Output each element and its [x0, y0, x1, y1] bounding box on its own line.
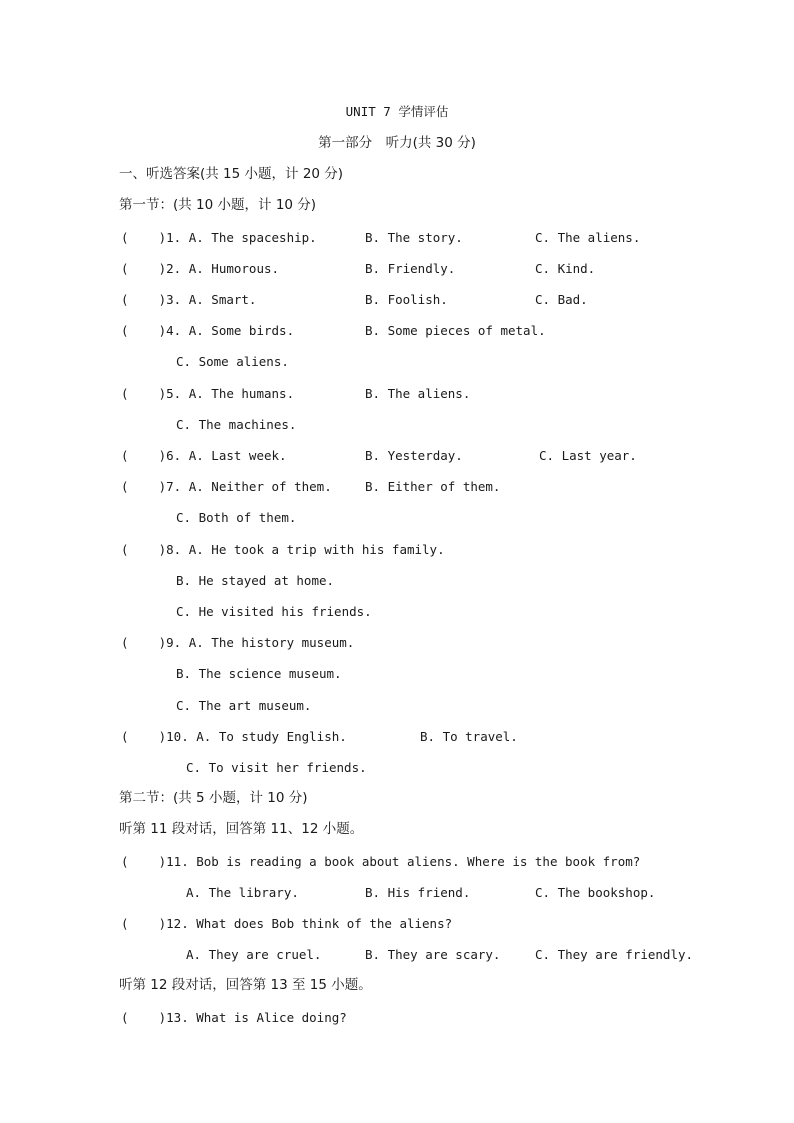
question-5: ( )5. A. The humans.: [121, 386, 295, 401]
question-12-option-a: A. They are cruel.: [186, 947, 322, 962]
question-6-option-c: C. Last year.: [539, 448, 637, 463]
question-13: ( )13. What is Alice doing?: [121, 1010, 347, 1025]
dialog-11-intro: 听第 11 段对话，回答第 11、12 小题。: [119, 821, 364, 837]
question-1-option-b: B. The story.: [365, 230, 463, 245]
question-11-option-b: B. His friend.: [365, 885, 471, 900]
question-4: ( )4. A. Some birds.: [121, 323, 295, 338]
question-7-option-c: C. Both of them.: [176, 510, 297, 525]
question-10: ( )10. A. To study English.: [121, 729, 347, 744]
part-title: 第一部分 听力(共 30 分): [318, 135, 476, 151]
question-4-option-c: C. Some aliens.: [176, 354, 289, 369]
question-11: ( )11. Bob is reading a book about aliens. Where is the book from?: [121, 854, 641, 869]
question-8-option-c: C. He visited his friends.: [176, 604, 372, 619]
question-3-option-c: C. Bad.: [535, 292, 588, 307]
question-7: ( )7. A. Neither of them.: [121, 479, 332, 494]
question-10-option-c: C. To visit her friends.: [186, 760, 367, 775]
question-10-option-b: B. To travel.: [420, 729, 518, 744]
question-6-option-b: B. Yesterday.: [365, 448, 463, 463]
subsection-1-title: 第一节：(共 10 小题，计 10 分): [119, 197, 317, 213]
question-2-option-c: C. Kind.: [535, 261, 596, 276]
question-1-option-c: C. The aliens.: [535, 230, 641, 245]
question-5-option-b: B. The aliens.: [365, 386, 471, 401]
question-9: ( )9. A. The history museum.: [121, 635, 355, 650]
section-title: 一、听选答案(共 15 小题，计 20 分): [119, 166, 344, 182]
question-2: ( )2. A. Humorous.: [121, 261, 280, 276]
question-12-option-c: C. They are friendly.: [535, 947, 694, 962]
question-11-option-a: A. The library.: [186, 885, 299, 900]
question-12: ( )12. What does Bob think of the aliens?: [121, 916, 453, 931]
question-9-option-b: B. The science museum.: [176, 666, 342, 681]
question-3: ( )3. A. Smart.: [121, 292, 257, 307]
question-7-option-b: B. Either of them.: [365, 479, 501, 494]
question-9-option-c: C. The art museum.: [176, 698, 312, 713]
dialog-12-intro: 听第 12 段对话，回答第 13 至 15 小题。: [119, 977, 372, 993]
question-1: ( )1. A. The spaceship.: [121, 230, 317, 245]
question-12-option-b: B. They are scary.: [365, 947, 501, 962]
subsection-2-title: 第二节：(共 5 小题，计 10 分): [119, 790, 308, 806]
doc-title: UNIT 7 学情评估: [345, 104, 449, 119]
question-8-option-b: B. He stayed at home.: [176, 573, 335, 588]
question-6: ( )6. A. Last week.: [121, 448, 287, 463]
question-11-option-c: C. The bookshop.: [535, 885, 656, 900]
question-3-option-b: B. Foolish.: [365, 292, 448, 307]
question-2-option-b: B. Friendly.: [365, 261, 456, 276]
question-4-option-b: B. Some pieces of metal.: [365, 323, 546, 338]
question-8: ( )8. A. He took a trip with his family.: [121, 542, 445, 557]
question-5-option-c: C. The machines.: [176, 417, 297, 432]
